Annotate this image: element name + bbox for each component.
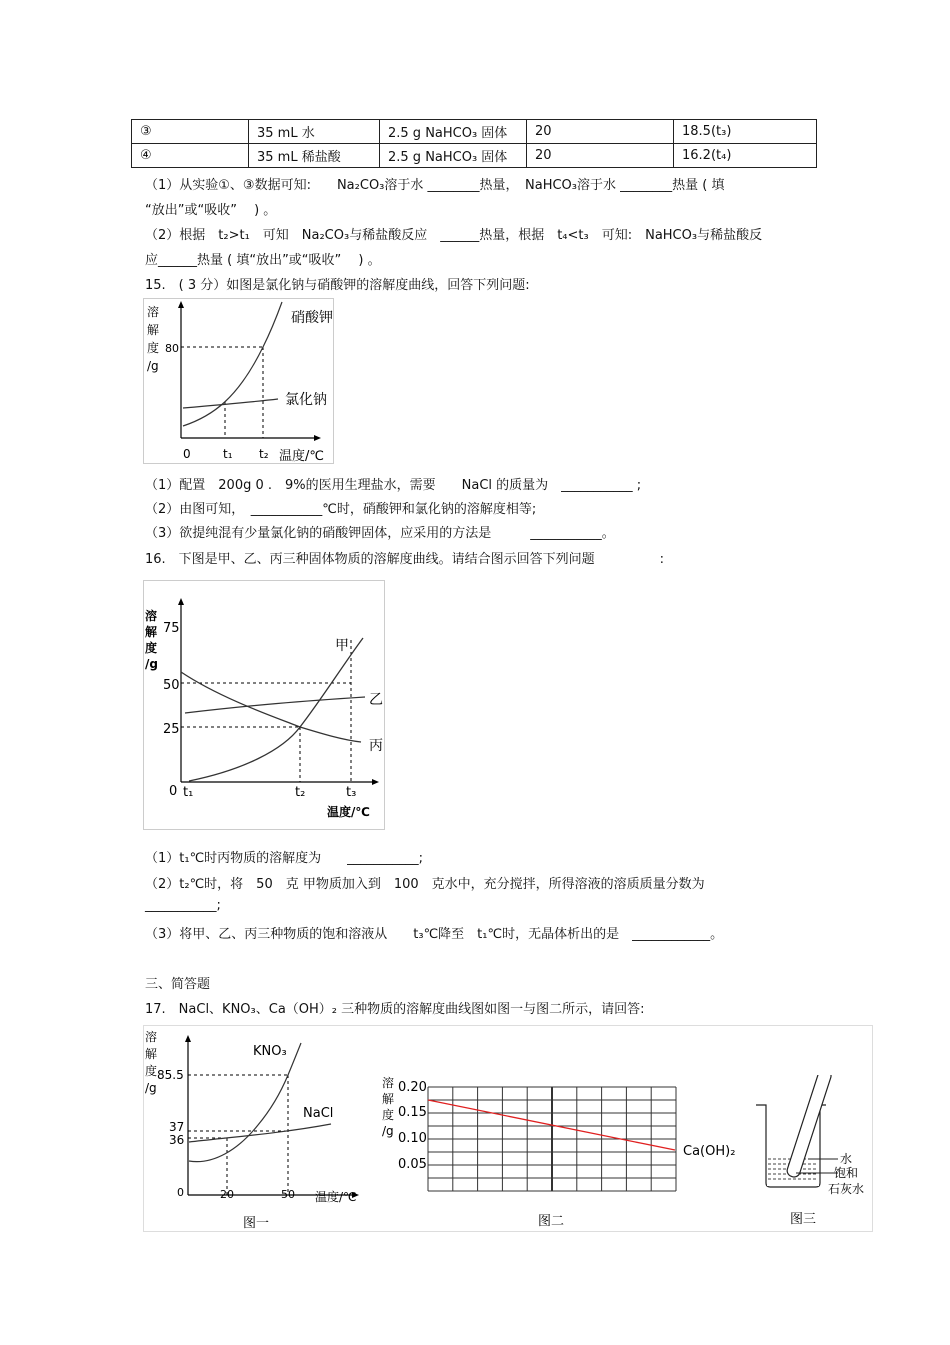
x-tick-label: t₂ — [295, 785, 306, 800]
curve-label: NaCl — [303, 1106, 334, 1121]
table-cell: ④ — [132, 144, 249, 168]
y-label-1: 溶 — [382, 1076, 395, 1090]
x-tick-label: 0 — [183, 447, 191, 461]
y-label-4: /g — [145, 657, 158, 671]
x-tick-label: t₁ — [223, 447, 233, 461]
table-cell: 18.5(t₃) — [674, 120, 817, 144]
x-axis-label: 温度/℃ — [315, 1190, 357, 1204]
y-label-2: 解 — [382, 1092, 395, 1106]
nacl-curve — [183, 399, 278, 408]
section-title: 三、简答题 — [145, 977, 211, 992]
curve-label: 丙 — [369, 738, 383, 754]
y-axis-arrow — [178, 598, 184, 605]
y-label-1: 溶 — [145, 1030, 158, 1044]
x-tick-label: t₃ — [346, 785, 357, 800]
curve-label: KNO₃ — [253, 1044, 287, 1059]
y-tick-label: 50 — [163, 678, 180, 693]
y-tick-label: 75 — [163, 621, 180, 636]
y-tick-label: 25 — [163, 722, 180, 737]
y-label-4: /g — [382, 1124, 394, 1138]
table-cell: 2.5 g NaHCO₃ 固体 — [380, 120, 527, 144]
x-tick-label: 20 — [220, 1188, 234, 1201]
table-row — [132, 144, 817, 168]
q16-item-2-blank: ___________; — [145, 898, 221, 913]
q16-title: 16. 下图是甲、乙、丙三种固体物质的溶解度曲线。请结合图示回答下列问题 : — [145, 552, 665, 567]
label-water: 水 — [840, 1152, 853, 1166]
figure-caption: 图二 — [538, 1214, 565, 1229]
table-row — [132, 120, 817, 144]
grid — [428, 1087, 676, 1191]
kno3-curve — [183, 302, 282, 426]
experiment-table — [131, 119, 817, 168]
q15-item-1: （1）配置 200g 0 . 9%的医用生理盐水，需要 NaCl 的质量为 ___________ ; — [145, 478, 642, 493]
y-tick-label: 85.5 — [157, 1068, 184, 1082]
q17-title: 17. NaCl、KNO₃、Ca（OH）₂ 三种物质的溶解度曲线图如图一与图二所示，请回答: — [145, 1002, 645, 1017]
q16-solubility-chart — [143, 580, 388, 832]
table-cell: 20 — [527, 144, 674, 168]
x-axis-label: 温度/℃ — [279, 449, 324, 464]
table-cell: 35 mL 水 — [249, 120, 380, 144]
fig2-solubility-chart — [380, 1075, 770, 1235]
x-tick-label: 0 — [177, 1186, 184, 1199]
y-tick-label: 80 — [165, 342, 179, 355]
fig1-solubility-chart — [143, 1025, 373, 1235]
q16-item-2: （2）t₂℃时，将 50 克 甲物质加入到 100 克水中，充分搅拌，所得溶液的溶质质量分数为 — [145, 877, 705, 892]
figure-caption: 图一 — [243, 1216, 270, 1231]
q15-item-3: （3）欲提纯混有少量氯化钠的硝酸钾固体，应采用的方法是 ___________。 — [145, 526, 615, 541]
y-tick-label: 0.20 — [398, 1080, 427, 1095]
y-tick-label: 0.15 — [398, 1105, 427, 1120]
table-cell: 35 mL 稀盐酸 — [249, 144, 380, 168]
y-label-1: 溶 — [145, 609, 158, 623]
y-label-3: 度 — [145, 641, 158, 655]
q16-item-1: （1）t₁℃时丙物质的溶解度为 ___________; — [145, 851, 424, 866]
y-tick-label: 37 — [169, 1120, 185, 1134]
y-axis-arrow — [185, 1035, 191, 1042]
x-tick-label: t₂ — [259, 447, 269, 461]
y-label-1: 溶 — [147, 305, 160, 319]
curve-label: Ca(OH)₂ — [683, 1144, 736, 1159]
figure-caption: 图三 — [790, 1212, 817, 1227]
x-axis-arrow — [314, 435, 321, 441]
table-cell: 2.5 g NaHCO₃ 固体 — [380, 144, 527, 168]
y-label-3: 度 — [147, 341, 160, 355]
y-label-2: 解 — [145, 625, 158, 639]
y-label-2: 解 — [147, 323, 160, 337]
q14-part1-line1: （1）从实验①、③数据可知: Na₂CO₃溶于水 ________热量， NaHCO₃溶于水 ________热量 ( 填 — [145, 178, 725, 193]
q14-part2-line1: （2）根据 t₂>t₁ 可知 Na₂CO₃与稀盐酸反应 ______热量，根据 t₄<t₃ 可知: NaHCO₃与稀盐酸反 — [145, 228, 763, 243]
x-tick-label: 50 — [281, 1188, 295, 1201]
fig3-beaker-diagram — [748, 1075, 870, 1230]
y-tick-label: 36 — [169, 1133, 185, 1147]
table-cell: 16.2(t₄) — [674, 144, 817, 168]
curve-label: 硝酸钾 — [291, 310, 333, 326]
q14-part2-line2: 应______热量 ( 填“放出”或“吸收” ) 。 — [145, 253, 381, 268]
q15-item-2: （2）由图可知， ___________℃时，硝酸钾和氯化钠的溶解度相等; — [145, 502, 537, 517]
y-label-3: 度 — [145, 1064, 158, 1078]
y-label-3: 度 — [382, 1108, 395, 1122]
x-axis-arrow — [372, 779, 379, 785]
curve-label: 乙 — [369, 692, 383, 708]
q15-solubility-chart — [143, 298, 338, 468]
q16-item-3: （3）将甲、乙、丙三种物质的饱和溶液从 t₃℃降至 t₁℃时，无晶体析出的是 ____________。 — [145, 927, 724, 942]
label-limewater: 石灰水 — [828, 1182, 865, 1196]
y-tick-label: 0.10 — [398, 1131, 427, 1146]
label-saturated: 饱和 — [834, 1166, 859, 1180]
y-tick-label: 0.05 — [398, 1157, 427, 1172]
kno3-curve — [189, 1043, 301, 1162]
nacl-curve — [189, 1124, 331, 1142]
curve-label: 甲 — [335, 638, 349, 654]
y-label-4: /g — [147, 359, 159, 373]
table-cell: 20 — [527, 120, 674, 144]
yi-curve — [185, 697, 365, 713]
curve-label: 氯化钠 — [285, 392, 327, 408]
q14-part1-line2: “放出”或“吸收” ) 。 — [145, 203, 277, 218]
y-axis-arrow — [178, 301, 184, 308]
q15-title: 15. ( 3 分）如图是氯化钠与硝酸钾的溶解度曲线，回答下列问题: — [145, 278, 530, 293]
y-label-2: 解 — [145, 1047, 158, 1061]
x-tick-label: t₁ — [183, 785, 194, 800]
y-label-4: /g — [145, 1081, 157, 1095]
y-tick-label: 0 — [169, 784, 178, 799]
x-axis-label: 温度/℃ — [327, 805, 370, 819]
table-cell: ③ — [132, 120, 249, 144]
